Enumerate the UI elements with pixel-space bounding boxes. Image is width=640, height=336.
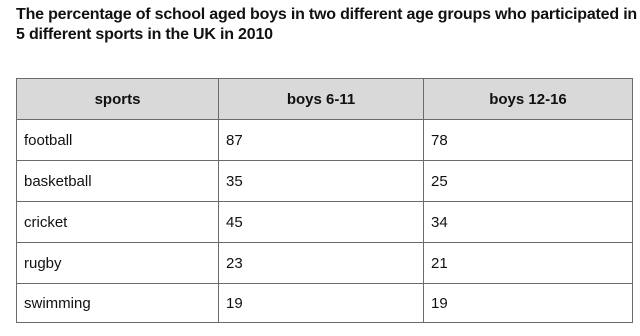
chart-title-line-2: 5 different sports in the UK in 2010 <box>16 26 273 43</box>
table-row <box>17 120 633 161</box>
table-cell-sport: basketball <box>17 161 219 202</box>
table-cell-boys-6-11: 19 <box>219 284 424 323</box>
table-cell-boys-12-16: 34 <box>424 202 633 243</box>
column-header-boys-12-16: boys 12-16 <box>424 79 633 120</box>
column-header-boys-6-11: boys 6-11 <box>219 79 424 120</box>
table-cell-boys-6-11: 87 <box>219 120 424 161</box>
table-cell-boys-12-16: 25 <box>424 161 633 202</box>
table-cell-boys-6-11: 23 <box>219 243 424 284</box>
table-cell-boys-6-11: 45 <box>219 202 424 243</box>
table-cell-sport: football <box>17 120 219 161</box>
column-header-sports: sports <box>17 79 219 120</box>
table-cell-sport: rugby <box>17 243 219 284</box>
table-header-row <box>17 79 633 120</box>
table-row <box>17 284 633 323</box>
table-cell-boys-12-16: 78 <box>424 120 633 161</box>
table-row <box>17 202 633 243</box>
table-cell-sport: cricket <box>17 202 219 243</box>
table-cell-sport: swimming <box>17 284 219 323</box>
table-cell-boys-12-16: 19 <box>424 284 633 323</box>
chart-title-line-1: The percentage of school aged boys in two different age groups who participated in <box>16 6 638 23</box>
table-row <box>17 243 633 284</box>
table-cell-boys-6-11: 35 <box>219 161 424 202</box>
table-row <box>17 161 633 202</box>
chart-title <box>16 5 640 45</box>
sports-participation-table <box>16 78 633 323</box>
table-cell-boys-12-16: 21 <box>424 243 633 284</box>
